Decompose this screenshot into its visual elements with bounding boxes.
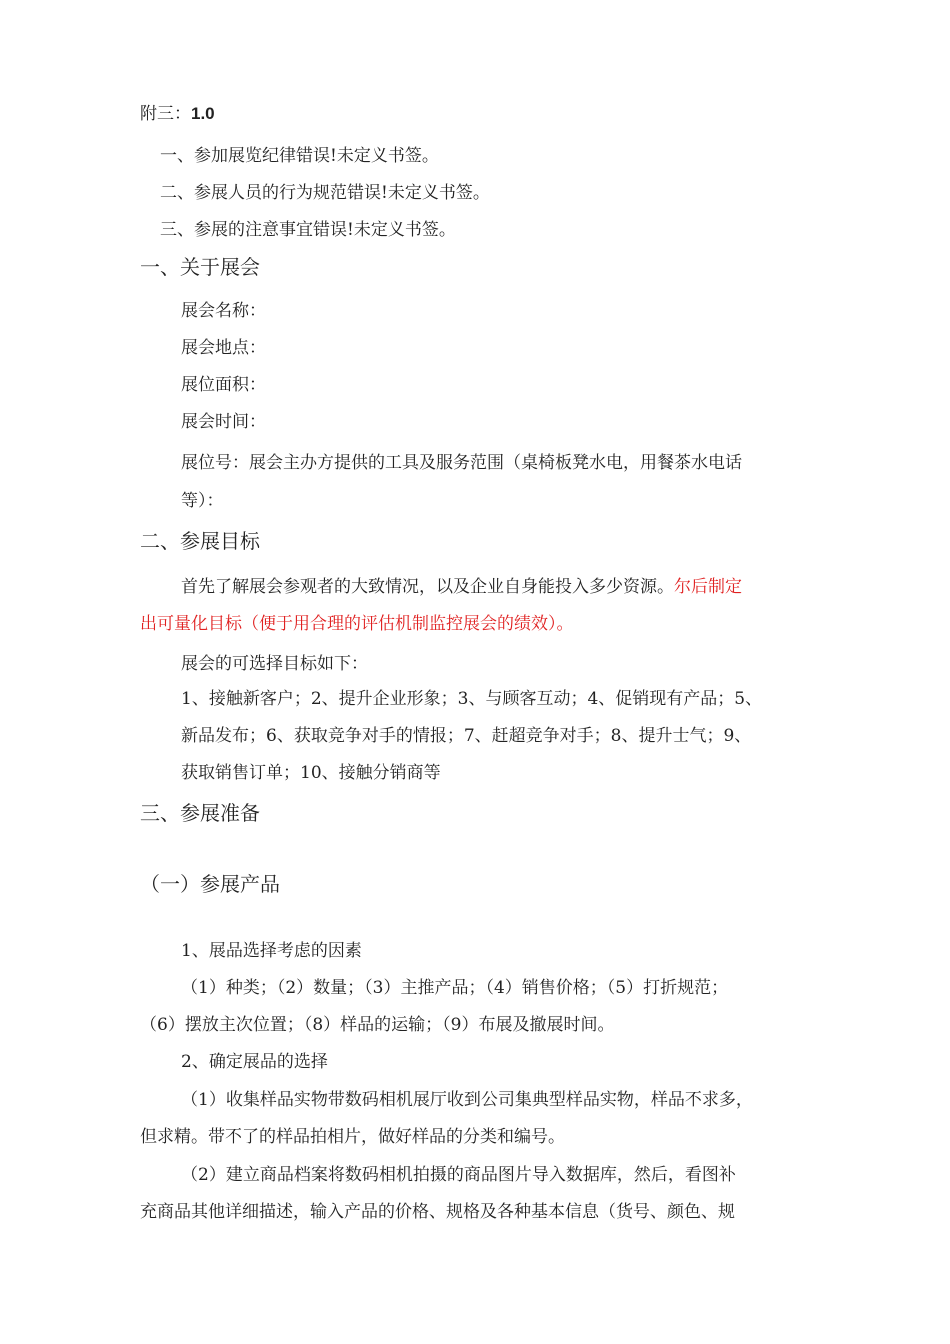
paragraph-line: 但求精。带不了的样品拍相片，做好样品的分类和编号。 xyxy=(140,1127,565,1147)
subsection-heading: （一）参展产品 xyxy=(140,872,280,896)
field-label: 展会地点： xyxy=(181,338,266,358)
item-title: 1、展品选择考虑的因素 xyxy=(181,941,362,961)
booth-line: 等）： xyxy=(181,491,224,511)
paragraph-line: （1）种类；（2）数量；（3）主推产品；（4）销售价格；（5）打折规范； xyxy=(181,978,729,998)
appendix-prefix: 附三： xyxy=(140,104,191,124)
list-item: 获取销售订单；10、接触分销商等 xyxy=(181,763,441,783)
toc-item[interactable]: 二、参展人员的行为规范错误!未定义书签。 xyxy=(160,183,490,203)
field-label: 展会名称： xyxy=(181,301,266,321)
toc-item[interactable]: 一、参加展览纪律错误!未定义书签。 xyxy=(160,146,439,166)
list-item: 1、接触新客户；2、提升企业形象；3、与顾客互动；4、促销现有产品；5、 xyxy=(181,689,763,709)
section-heading: 三、参展准备 xyxy=(140,801,260,825)
list-item: 新品发布；6、获取竞争对手的情报；7、赶超竞争对手；8、提升士气；9、 xyxy=(181,726,752,746)
field-label: 展会时间： xyxy=(181,412,266,432)
paragraph-line: （6）摆放主次位置；（8）样品的运输；（9）布展及撤展时间。 xyxy=(140,1015,615,1035)
paragraph-line: 展会的可选择目标如下： xyxy=(181,654,368,674)
highlight-text: 尔后制定 xyxy=(674,577,742,597)
highlight-text: 出可量化目标（便于用合理的评估机制监控展会的绩效）。 xyxy=(140,614,574,634)
appendix-version: 1.0 xyxy=(191,104,215,123)
item-title: 2、确定展品的选择 xyxy=(181,1052,328,1072)
appendix-title xyxy=(140,103,215,125)
paragraph-line: （1）收集样品实物带数码相机展厅收到公司集典型样品实物，样品不求多， xyxy=(181,1090,753,1110)
paragraph-text: 首先了解展会参观者的大致情况，以及企业自身能投入多少资源。 xyxy=(181,577,674,597)
booth-line: 展位号：展会主办方提供的工具及服务范围（桌椅板凳水电，用餐茶水电话 xyxy=(181,453,742,473)
paragraph-line: 充商品其他详细描述，输入产品的价格、规格及各种基本信息（货号、颜色、规 xyxy=(140,1202,735,1222)
field-label: 展位面积： xyxy=(181,375,266,395)
section-heading: 一、关于展会 xyxy=(140,255,260,279)
paragraph-line xyxy=(181,576,742,598)
paragraph-line: （2）建立商品档案将数码相机拍摄的商品图片导入数据库，然后，看图补 xyxy=(181,1165,736,1185)
toc-item[interactable]: 三、参展的注意事宜错误!未定义书签。 xyxy=(160,220,456,240)
section-heading: 二、参展目标 xyxy=(140,529,260,553)
